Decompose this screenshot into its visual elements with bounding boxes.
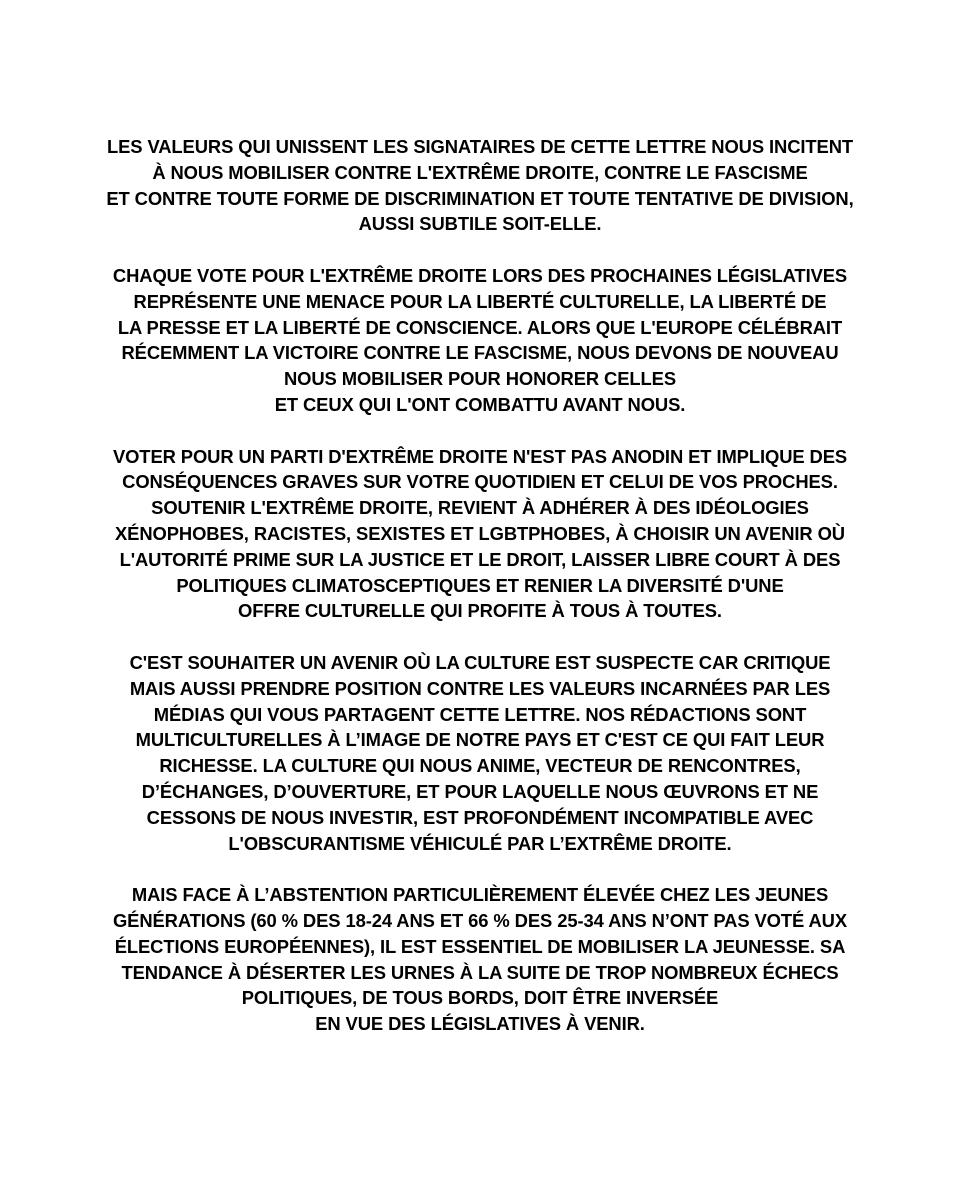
text-line: ET CONTRE TOUTE FORME DE DISCRIMINATION ET TOUTE TENTATIVE DE DIVISION, xyxy=(106,187,854,209)
text-line: RÉCEMMENT LA VICTOIRE CONTRE LE FASCISME, NOUS DEVONS DE NOUVEAU xyxy=(121,342,839,364)
text-line: CESSONS DE NOUS INVESTIR, EST PROFONDÉMENT INCOMPATIBLE AVEC xyxy=(146,806,814,828)
text-line: SOUTENIR L'EXTRÊME DROITE, REVIENT À ADHÉRER À DES IDÉOLOGIES xyxy=(151,497,809,519)
text-line: ÉLECTIONS EUROPÉENNES), IL EST ESSENTIEL DE MOBILISER LA JEUNESSE. SA xyxy=(114,935,846,957)
text-line: C'EST SOUHAITER UN AVENIR OÙ LA CULTURE EST SUSPECTE CAR CRITIQUE xyxy=(129,651,831,673)
text-line: TENDANCE À DÉSERTER LES URNES À LA SUITE DE TROP NOMBREUX ÉCHECS xyxy=(121,961,839,983)
text-line: À NOUS MOBILISER CONTRE L'EXTRÊME DROITE, CONTRE LE FASCISME xyxy=(152,161,808,183)
paragraph-vote-threat xyxy=(30,263,930,418)
text-line: L'AUTORITÉ PRIME SUR LA JUSTICE ET LE DROIT, LAISSER LIBRE COURT À DES xyxy=(119,548,841,570)
text-line: CHAQUE VOTE POUR L'EXTRÊME DROITE LORS DES PROCHAINES LÉGISLATIVES xyxy=(112,264,848,286)
text-line: MÉDIAS QUI VOUS PARTAGENT CETTE LETTRE. NOS RÉDACTIONS SONT xyxy=(153,703,807,725)
paragraph-youth xyxy=(30,882,930,1037)
text-line: NOUS MOBILISER POUR HONORER CELLES xyxy=(283,368,677,390)
text-line: XÉNOPHOBES, RACISTES, SEXISTES ET LGBTPHOBES, À CHOISIR UN AVENIR OÙ xyxy=(115,522,845,544)
text-line: LA PRESSE ET LA LIBERTÉ DE CONSCIENCE. ALORS QUE L'EUROPE CÉLÉBRAIT xyxy=(117,316,843,338)
text-line: LES VALEURS QUI UNISSENT LES SIGNATAIRES DE CETTE LETTRE NOUS INCITENT xyxy=(106,136,854,157)
text-line: MAIS FACE À L’ABSTENTION PARTICULIÈREMENT ÉLEVÉE CHEZ LES JEUNES xyxy=(131,884,829,906)
text-line: CONSÉQUENCES GRAVES SUR VOTRE QUOTIDIEN ET CELUI DE VOS PROCHES. xyxy=(122,471,838,493)
text-line: GÉNÉRATIONS (60 % DES 18-24 ANS ET 66 % DES 25-34 ANS N’ONT PAS VOTÉ AUX xyxy=(112,909,848,931)
paragraph-values xyxy=(30,134,930,237)
paragraph-consequences xyxy=(30,444,930,625)
paragraph-culture xyxy=(30,650,930,856)
text-line: AUSSI SUBTILE SOIT-ELLE. xyxy=(358,213,602,235)
text-line: L'OBSCURANTISME VÉHICULÉ PAR L’EXTRÊME DROITE. xyxy=(228,832,732,854)
text-line: RICHESSE. LA CULTURE QUI NOUS ANIME, VECTEUR DE RENCONTRES, xyxy=(159,755,801,777)
text-line: D’ÉCHANGES, D’OUVERTURE, ET POUR LAQUELLE NOUS ŒUVRONS ET NE xyxy=(141,780,819,802)
text-line: POLITIQUES, DE TOUS BORDS, DOIT ÊTRE INVERSÉE xyxy=(241,987,719,1009)
text-line: OFFRE CULTURELLE QUI PROFITE À TOUS À TOUTES. xyxy=(238,600,722,622)
text-line: EN VUE DES LÉGISLATIVES À VENIR. xyxy=(315,1013,645,1035)
text-line: MULTICULTURELLES À L’IMAGE DE NOTRE PAYS ET C'EST CE QUI FAIT LEUR xyxy=(135,729,825,751)
text-line: ET CEUX QUI L'ONT COMBATTU AVANT NOUS. xyxy=(274,393,686,415)
text-line: REPRÉSENTE UNE MENACE POUR LA LIBERTÉ CULTURELLE, LA LIBERTÉ DE xyxy=(133,290,827,312)
text-line: POLITIQUES CLIMATOSCEPTIQUES ET RENIER LA DIVERSITÉ D'UNE xyxy=(176,574,784,596)
text-line: MAIS AUSSI PRENDRE POSITION CONTRE LES VALEURS INCARNÉES PAR LES xyxy=(129,677,831,699)
text-line: VOTER POUR UN PARTI D'EXTRÊME DROITE N'EST PAS ANODIN ET IMPLIQUE DES xyxy=(112,445,848,467)
open-letter xyxy=(30,134,930,1063)
